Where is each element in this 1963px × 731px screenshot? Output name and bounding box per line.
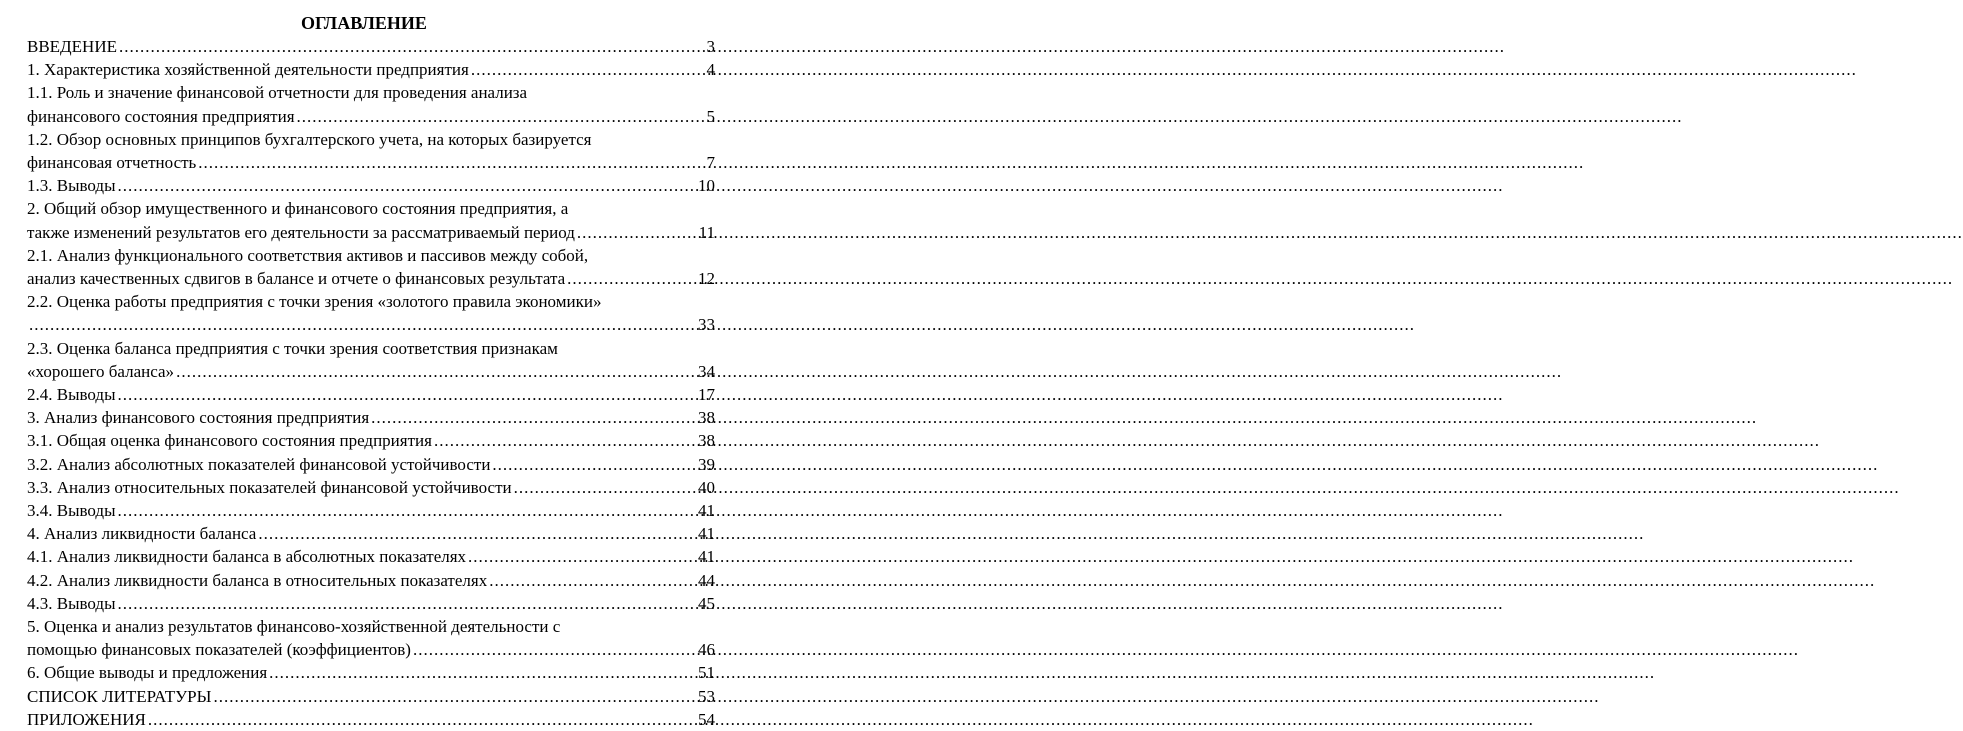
toc-entry-title-line: 2.1. Анализ функционального соответствия активов и пассивов между собой, [27, 245, 589, 265]
toc-entry-title: помощью финансовых показателей (коэффициентов) [27, 640, 411, 660]
document-page [0, 0, 728, 728]
toc-entry-title: 4.2. Анализ ликвидности баланса в относительных показателях [27, 570, 488, 590]
toc-page-number: 53 [698, 686, 715, 706]
toc-page-number: 7 [706, 153, 715, 173]
toc-entry-title: 3.2. Анализ абсолютных показателей финансовой устойчивости [27, 454, 491, 474]
toc-page-number: 38 [698, 408, 715, 428]
toc-entry-title-line: 2.2. Оценка работы предприятия с точки зрения «золотого правила экономики» [27, 292, 602, 312]
toc-entry[interactable] [27, 244, 715, 290]
toc-page-number: 41 [698, 524, 715, 544]
dot-leader [198, 151, 703, 174]
toc-page-number: 46 [698, 640, 715, 660]
toc-page-number: 54 [698, 709, 715, 729]
dot-leader [413, 638, 696, 661]
toc-page-number: 38 [698, 431, 715, 451]
toc-page-number: 10 [698, 176, 715, 196]
toc-entry-title-line: 1.1. Роль и значение финансовой отчетности для проведения анализа [27, 83, 528, 103]
dot-leader [297, 105, 703, 128]
table-of-contents [27, 35, 715, 731]
toc-entry-title-line: 2. Общий обзор имущественного и финансового состояния предприятия, а [27, 199, 569, 219]
dot-leader [468, 545, 696, 568]
toc-entry[interactable] [27, 545, 715, 568]
toc-entry[interactable] [27, 661, 715, 684]
toc-entry-title: финансового состояния предприятия [27, 106, 295, 126]
toc-entry-title: 3.4. Выводы [27, 501, 116, 521]
toc-entry[interactable] [27, 197, 715, 243]
toc-page-number: 4 [706, 60, 715, 80]
toc-entry[interactable] [27, 708, 715, 731]
dot-leader [29, 313, 696, 336]
toc-page-number: 51 [698, 663, 715, 683]
dot-leader [213, 685, 696, 708]
toc-page-number: 11 [698, 222, 715, 242]
toc-page-number: 41 [698, 547, 715, 567]
dot-leader [471, 58, 703, 81]
toc-entry-title: ВВЕДЕНИЕ [27, 37, 117, 56]
toc-page-number: 40 [698, 477, 715, 497]
toc-entry[interactable] [27, 81, 715, 127]
toc-entry-title: 2.4. Выводы [27, 385, 116, 405]
dot-leader [492, 453, 696, 476]
toc-entry[interactable] [27, 453, 715, 476]
dot-leader [567, 267, 696, 290]
dot-leader [577, 221, 697, 244]
toc-entry-title: «хорошего баланса» [27, 361, 175, 381]
toc-entry-title-line: 5. Оценка и анализ результатов финансово-хозяйственной деятельности с [27, 617, 561, 637]
dot-leader [258, 522, 696, 545]
toc-entry[interactable] [27, 128, 715, 174]
dot-leader [269, 661, 696, 684]
toc-entry[interactable] [27, 58, 715, 81]
toc-entry[interactable] [27, 35, 715, 58]
toc-page-number: 3 [706, 37, 715, 56]
dot-leader [118, 383, 696, 406]
dot-leader [118, 174, 696, 197]
toc-entry[interactable] [27, 406, 715, 429]
toc-entry[interactable] [27, 429, 715, 452]
toc-entry-title: финансовая отчетность [27, 153, 197, 173]
toc-entry[interactable] [27, 592, 715, 615]
toc-entry-title-line: 2.3. Оценка баланса предприятия с точки зрения соответствия признакам [27, 338, 558, 358]
toc-page-number: 5 [706, 106, 715, 126]
dot-leader [434, 429, 696, 452]
toc-entry-title: 4. Анализ ликвидности баланса [27, 524, 257, 544]
dot-leader [119, 35, 703, 58]
toc-entry-title: 4.1. Анализ ликвидности баланса в абсолютных показателях [27, 547, 467, 567]
toc-entry[interactable] [27, 290, 715, 336]
toc-entry-title: 1.3. Выводы [27, 176, 116, 196]
toc-entry-title-line: 1.2. Обзор основных принципов бухгалтерского учета, на которых базируется [27, 129, 592, 149]
toc-entry-title: ПРИЛОЖЕНИЯ [27, 709, 146, 729]
toc-title: ОГЛАВЛЕНИЕ [301, 13, 427, 33]
toc-entry-title: анализ качественных сдвигов в балансе и отчете о финансовых результата [27, 269, 566, 289]
toc-entry-title: 3. Анализ финансового состояния предприятия [27, 408, 370, 428]
toc-page-number: 44 [698, 570, 715, 590]
toc-entry[interactable] [27, 569, 715, 592]
dot-leader [118, 592, 696, 615]
toc-entry[interactable] [27, 337, 715, 383]
toc-page-number: 12 [698, 269, 715, 289]
dot-leader [514, 476, 696, 499]
toc-page-number: 17 [698, 385, 715, 405]
toc-entry[interactable] [27, 174, 715, 197]
toc-entry-title: также изменений результатов его деятельности за рассматриваемый период [27, 222, 575, 242]
toc-entry-title: 3.3. Анализ относительных показателей финансовой устойчивости [27, 477, 512, 497]
toc-page-number: 45 [698, 593, 715, 613]
toc-entry-title: 1. Характеристика хозяйственной деятельности предприятия [27, 60, 469, 80]
toc-entry-title: 6. Общие выводы и предложения [27, 663, 268, 683]
toc-entry[interactable] [27, 499, 715, 522]
toc-page-number: 33 [698, 315, 715, 335]
toc-entry[interactable] [27, 615, 715, 661]
dot-leader [489, 569, 696, 592]
toc-page-number: 34 [698, 361, 715, 381]
dot-leader [371, 406, 696, 429]
toc-entry-title: СПИСОК ЛИТЕРАТУРЫ [27, 686, 212, 706]
toc-entry[interactable] [27, 383, 715, 406]
toc-page-number: 41 [698, 501, 715, 521]
toc-entry[interactable] [27, 685, 715, 708]
toc-entry-title: 3.1. Общая оценка финансового состояния предприятия [27, 431, 432, 451]
toc-entry[interactable] [27, 522, 715, 545]
dot-leader [176, 360, 696, 383]
toc-entry[interactable] [27, 476, 715, 499]
dot-leader [148, 708, 696, 731]
toc-entry-title: 4.3. Выводы [27, 593, 116, 613]
dot-leader [118, 499, 696, 522]
toc-page-number: 39 [698, 454, 715, 474]
